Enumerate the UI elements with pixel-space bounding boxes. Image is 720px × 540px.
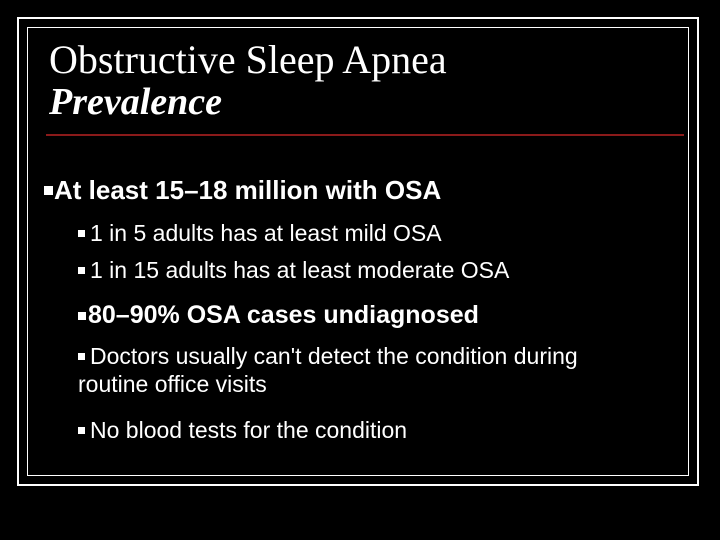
bullet-text: 1 in 15 adults has at least moderate OSA	[90, 257, 510, 283]
slide-subtitle: Prevalence	[49, 81, 223, 123]
square-bullet-icon	[78, 267, 85, 274]
bullet-sub-mild	[78, 219, 442, 247]
square-bullet-icon	[78, 353, 85, 360]
square-bullet-icon	[78, 427, 85, 434]
square-bullet-icon	[78, 312, 86, 320]
title-divider	[46, 134, 684, 136]
bullet-main-prevalence	[44, 173, 441, 207]
square-bullet-icon	[78, 230, 85, 237]
bullet-sub-doctors	[78, 342, 638, 398]
bullet-text: 1 in 5 adults has at least mild OSA	[90, 220, 442, 246]
bullet-text: No blood tests for the condition	[90, 417, 408, 443]
bullet-text: At least 15–18 million with OSA	[54, 175, 442, 205]
bullet-sub-moderate	[78, 256, 509, 284]
bullet-main-undiagnosed	[78, 299, 479, 331]
bullet-text: Doctors usually can't detect the condition during routine office visits	[78, 343, 578, 397]
bullet-text: 80–90% OSA cases undiagnosed	[88, 301, 479, 329]
bullet-sub-blood-tests	[78, 416, 407, 444]
square-bullet-icon	[44, 186, 53, 195]
slide-title: Obstructive Sleep Apnea	[49, 37, 447, 82]
